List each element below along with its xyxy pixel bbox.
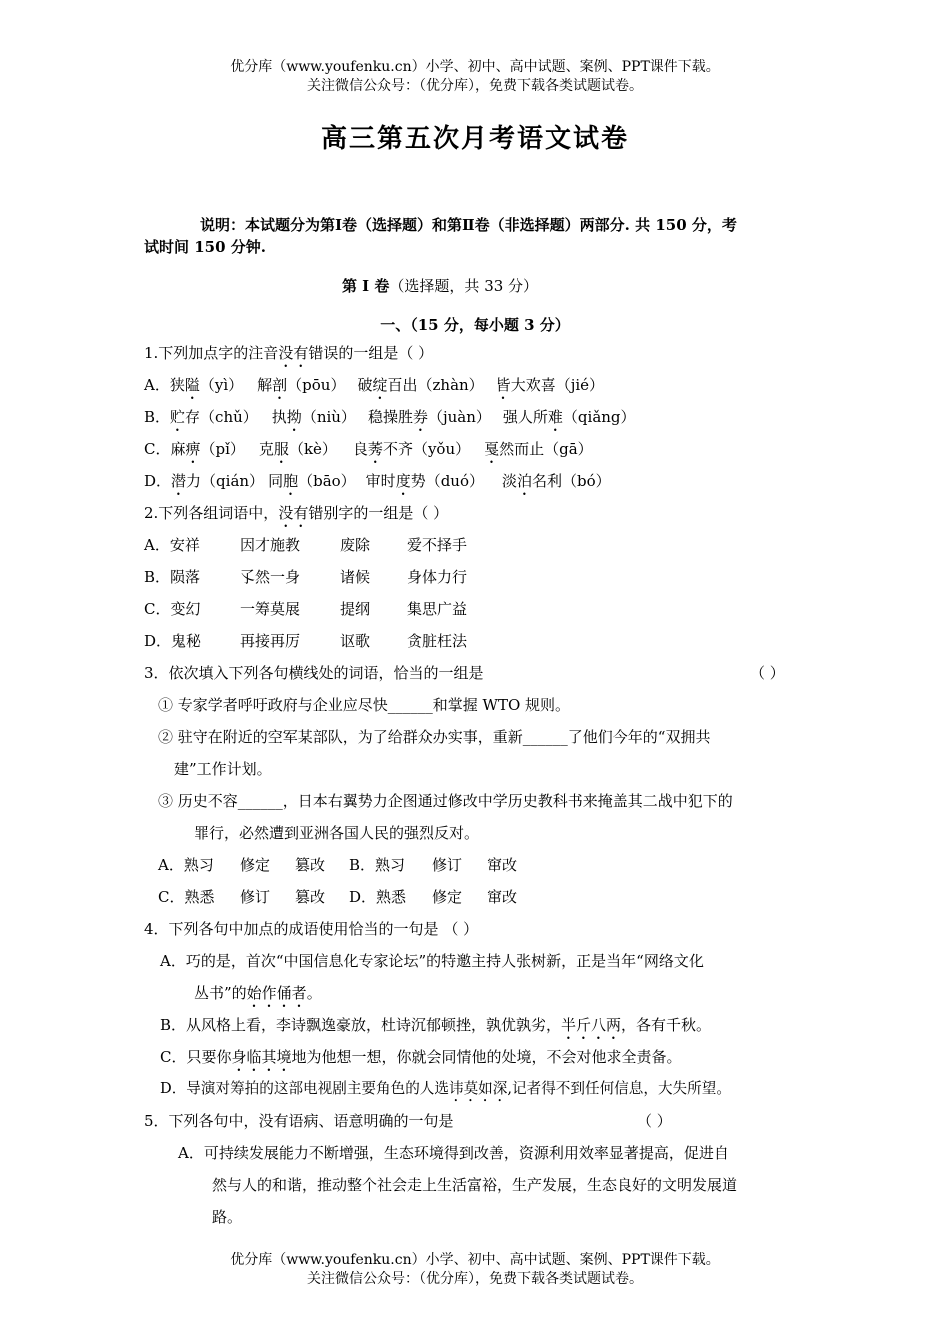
- q2b-w2: 诸候: [340, 568, 371, 586]
- q1a-d1: 隘: [184, 376, 200, 394]
- q1d-t3: 同: [268, 472, 284, 490]
- q3b-2: 窜改: [487, 856, 518, 874]
- q3-stem: 3．依次填入下列各句横线处的词语，恰当的一组是: [144, 664, 484, 682]
- q2b-w0: B．陨落: [144, 568, 201, 586]
- q1b-d10: 难: [547, 408, 563, 426]
- q1b-t8: （juàn）: [427, 408, 491, 426]
- q3d-1: 修定: [432, 888, 463, 906]
- q4a-idiom: 始作俑者: [246, 984, 307, 1002]
- q1-stem: [144, 342, 433, 371]
- q1b-t9: 强人所: [502, 408, 548, 426]
- q2a-w0: A．安祥: [144, 536, 200, 554]
- q3d-0: D．熟悉: [349, 888, 407, 906]
- q4c-post: 地为他想一想，你就会同情他的处境，不会对他求全责备。: [291, 1048, 682, 1066]
- q1c-t2: （pǐ）: [200, 440, 245, 458]
- q2b-w1: 孓然一身: [240, 568, 301, 586]
- q3c-0: C．熟悉: [158, 888, 215, 906]
- q4d-post: ,记者得不到任何信息，大失所望。: [507, 1080, 731, 1097]
- q2-stem-a: 2.下列各组词语中，: [144, 504, 279, 522]
- q1c-t3: 克: [258, 440, 274, 458]
- q1c-t0: C．麻: [144, 440, 186, 458]
- q2-option-d: [144, 630, 467, 652]
- q1d-t2: 力（qián）: [186, 472, 265, 490]
- q1a-t0: A．狭: [144, 376, 185, 394]
- q1a-t6: 破: [357, 376, 373, 394]
- q1c-t8: 不齐（yǒu）: [382, 440, 471, 458]
- q2b-w3: 身体力行: [407, 568, 468, 586]
- q2d-w0: D．鬼秘: [144, 632, 202, 650]
- q3c-1: 修订: [240, 888, 271, 906]
- q1a-t2: （yì）: [199, 376, 244, 394]
- q1b-d4: 拗: [286, 408, 302, 426]
- q5-option-a-line3: 路。: [212, 1208, 243, 1226]
- q4c-pre: C．只要你: [160, 1048, 232, 1066]
- q2a-w3: 爱不择手: [407, 536, 468, 554]
- q3-sentence-3a: ③ 历史不容______，日本右翼势力企图通过修改中学历史教科书来掩盖其二战中犯下的: [158, 792, 733, 810]
- q2d-w2: 讴歌: [340, 632, 371, 650]
- q1d-t5: （bāo）: [298, 472, 356, 490]
- page-title: 高三第五次月考语文试卷: [320, 124, 629, 154]
- q4-option-a-line1: A．巧的是，首次“中国信息化专家论坛”的特邀主持人张树新，正是当年“网络文化: [160, 952, 704, 970]
- q4-option-b: [160, 1014, 711, 1043]
- q1c-t6: 良: [352, 440, 368, 458]
- q1a-d7: 绽: [372, 376, 388, 394]
- q3c-2: 篡改: [295, 888, 326, 906]
- q1a-t8: 百出（zhàn）: [387, 376, 484, 394]
- q3-options-cd: [158, 886, 517, 908]
- q1c-d4: 服: [273, 440, 289, 458]
- q4d-pre: D．导演对筹拍的这部电视剧主要角色的人选: [160, 1080, 449, 1097]
- q2-stem-emphasis: 没有: [278, 504, 309, 522]
- q1c-d7: 莠: [367, 440, 383, 458]
- q3b-1: 修订: [432, 856, 463, 874]
- q1d-d1: 潜: [171, 472, 187, 490]
- q2a-w2: 废除: [340, 536, 371, 554]
- q2c-w2: 提纲: [340, 600, 371, 618]
- q3-sentence-2a: ② 驻守在附近的空军某部队，为了给群众办实事，重新______了他们今年的“双拥共: [158, 728, 711, 746]
- volume-heading-rest: （选择题，共 33 分）: [389, 277, 539, 295]
- q1d-t8: 势（duó）: [410, 472, 484, 490]
- q1c-d9: 戛: [484, 440, 500, 458]
- q2-stem: [144, 502, 448, 531]
- q4d-idiom: 讳莫如深: [448, 1080, 508, 1097]
- q3-answer-paren: （ ）: [750, 664, 785, 682]
- q1b-t3: 执: [271, 408, 287, 426]
- q1-option-c: [144, 438, 593, 467]
- q1-option-b: [144, 406, 636, 435]
- q1b-d1: 贮: [170, 408, 186, 426]
- q1a-d9: 皆: [495, 376, 511, 394]
- q1d-d4: 胞: [283, 472, 299, 490]
- q5-stem: 5．下列各句中，没有语病、语意明确的一句是: [144, 1112, 454, 1130]
- q1d-t0: D．: [144, 472, 172, 490]
- q1d-t11: 名利（bó）: [532, 472, 611, 490]
- q5-option-a-line2: 然与人的和谐，推动整个社会走上生活富裕，生产发展，生态良好的文明发展道: [212, 1176, 738, 1194]
- q5-option-a-line1: A．可持续发展能力不断增强，生态环境得到改善，资源利用效率显著提高，促进自: [178, 1144, 729, 1162]
- q3d-2: 窜改: [487, 888, 518, 906]
- q3a-1: 修定: [240, 856, 271, 874]
- q1b-d7: 券: [412, 408, 428, 426]
- q2d-w1: 再接再厉: [240, 632, 301, 650]
- q1d-d7: 度: [395, 472, 411, 490]
- section-heading: 一、（15 分，每小题 3 分）: [380, 316, 570, 334]
- q1-stem-emphasis: 没有: [278, 344, 309, 362]
- q3-options-ab: [158, 854, 517, 876]
- q1c-t10: 然而止（gā）: [499, 440, 593, 458]
- footer-line-1: 优分库（www.youfenku.cn）小学、初中、高中试题、案例、PPT课件下载。: [230, 1252, 720, 1268]
- q4c-idiom: 身临其境: [231, 1048, 292, 1066]
- q4b-pre: B．从风格上看，李诗飘逸豪放，杜诗沉郁顿挫，孰优孰劣，: [160, 1016, 562, 1034]
- footer-line-2: 关注微信公众号：（优分库），免费下载各类试题试卷。: [307, 1271, 643, 1287]
- q1c-d1: 痹: [185, 440, 201, 458]
- q1a-d4: 剖: [272, 376, 288, 394]
- q3a-0: A．熟习: [158, 856, 214, 874]
- q4a-pre: 丛书”的: [194, 984, 247, 1002]
- q5-answer-paren: （ ）: [637, 1112, 672, 1130]
- q1b-t2: 存（chǔ）: [185, 408, 258, 426]
- q3-sentence-1: ① 专家学者呼吁政府与企业应尽快______和掌握 WTO 规则。: [158, 696, 571, 714]
- q1a-t10: 大欢喜（jié）: [510, 376, 605, 394]
- q1c-t5: （kè）: [288, 440, 337, 458]
- q1-option-d: [144, 470, 611, 499]
- q1b-t0: B．: [144, 408, 171, 426]
- volume-heading-bold: 第 I 卷: [341, 277, 390, 295]
- q1b-t6: 稳操胜: [367, 408, 413, 426]
- q4-stem: 4．下列各句中加点的成语使用恰当的一句是 （ ）: [144, 920, 479, 938]
- q2-option-a: [144, 534, 467, 556]
- header-line-2: 关注微信公众号：（优分库），免费下载各类试题试卷。: [307, 78, 643, 94]
- q2c-w1: 一筹莫展: [240, 600, 301, 618]
- q2-stem-c: 错别字的一组是（ ）: [308, 504, 449, 522]
- q2c-w0: C．变幻: [144, 600, 201, 618]
- q1-option-a: [144, 374, 604, 403]
- q4b-idiom: 半斤八两: [561, 1016, 622, 1034]
- q1a-t5: （pōu）: [287, 376, 346, 394]
- q1a-t3: 解: [257, 376, 273, 394]
- q4-option-a-line2: [194, 982, 322, 1011]
- q2a-w1: 因才施教: [240, 536, 301, 554]
- q1d-t6: 审时: [365, 472, 396, 490]
- q2-option-c: [144, 598, 467, 620]
- q2-option-b: [144, 566, 467, 588]
- q3-sentence-3b: 罪行，必然遭到亚洲各国人民的强烈反对。: [194, 824, 480, 842]
- instruction-line-2: 试时间 150 分钟.: [144, 238, 266, 256]
- volume-heading: [0, 275, 880, 297]
- q1b-t5: （niù）: [301, 408, 356, 426]
- q3a-2: 篡改: [295, 856, 326, 874]
- q1-stem-a: 1.下列加点字的注音: [144, 344, 279, 362]
- q1d-d10: 泊: [517, 472, 533, 490]
- q1-stem-c: 错误的一组是（ ）: [308, 344, 434, 362]
- q1d-t9: 淡: [502, 472, 518, 490]
- q3b-0: B．熟习: [349, 856, 406, 874]
- header-line-1: 优分库（www.youfenku.cn）小学、初中、高中试题、案例、PPT课件下载。: [230, 59, 720, 75]
- q4-option-d: [160, 1078, 731, 1105]
- q4a-post: 。: [306, 984, 322, 1002]
- q2c-w3: 集思广益: [407, 600, 468, 618]
- q3-sentence-2b: 建”工作计划。: [174, 760, 272, 778]
- q2d-w3: 贪脏枉法: [407, 632, 468, 650]
- instruction-line-1: 说明：本试题分为第Ⅰ卷（选择题）和第Ⅱ卷（非选择题）两部分. 共 150 分，考: [200, 216, 737, 234]
- q4-option-c: [160, 1046, 682, 1075]
- q4b-post: ，各有千秋。: [621, 1016, 712, 1034]
- q1b-t11: （qiǎng）: [562, 408, 636, 426]
